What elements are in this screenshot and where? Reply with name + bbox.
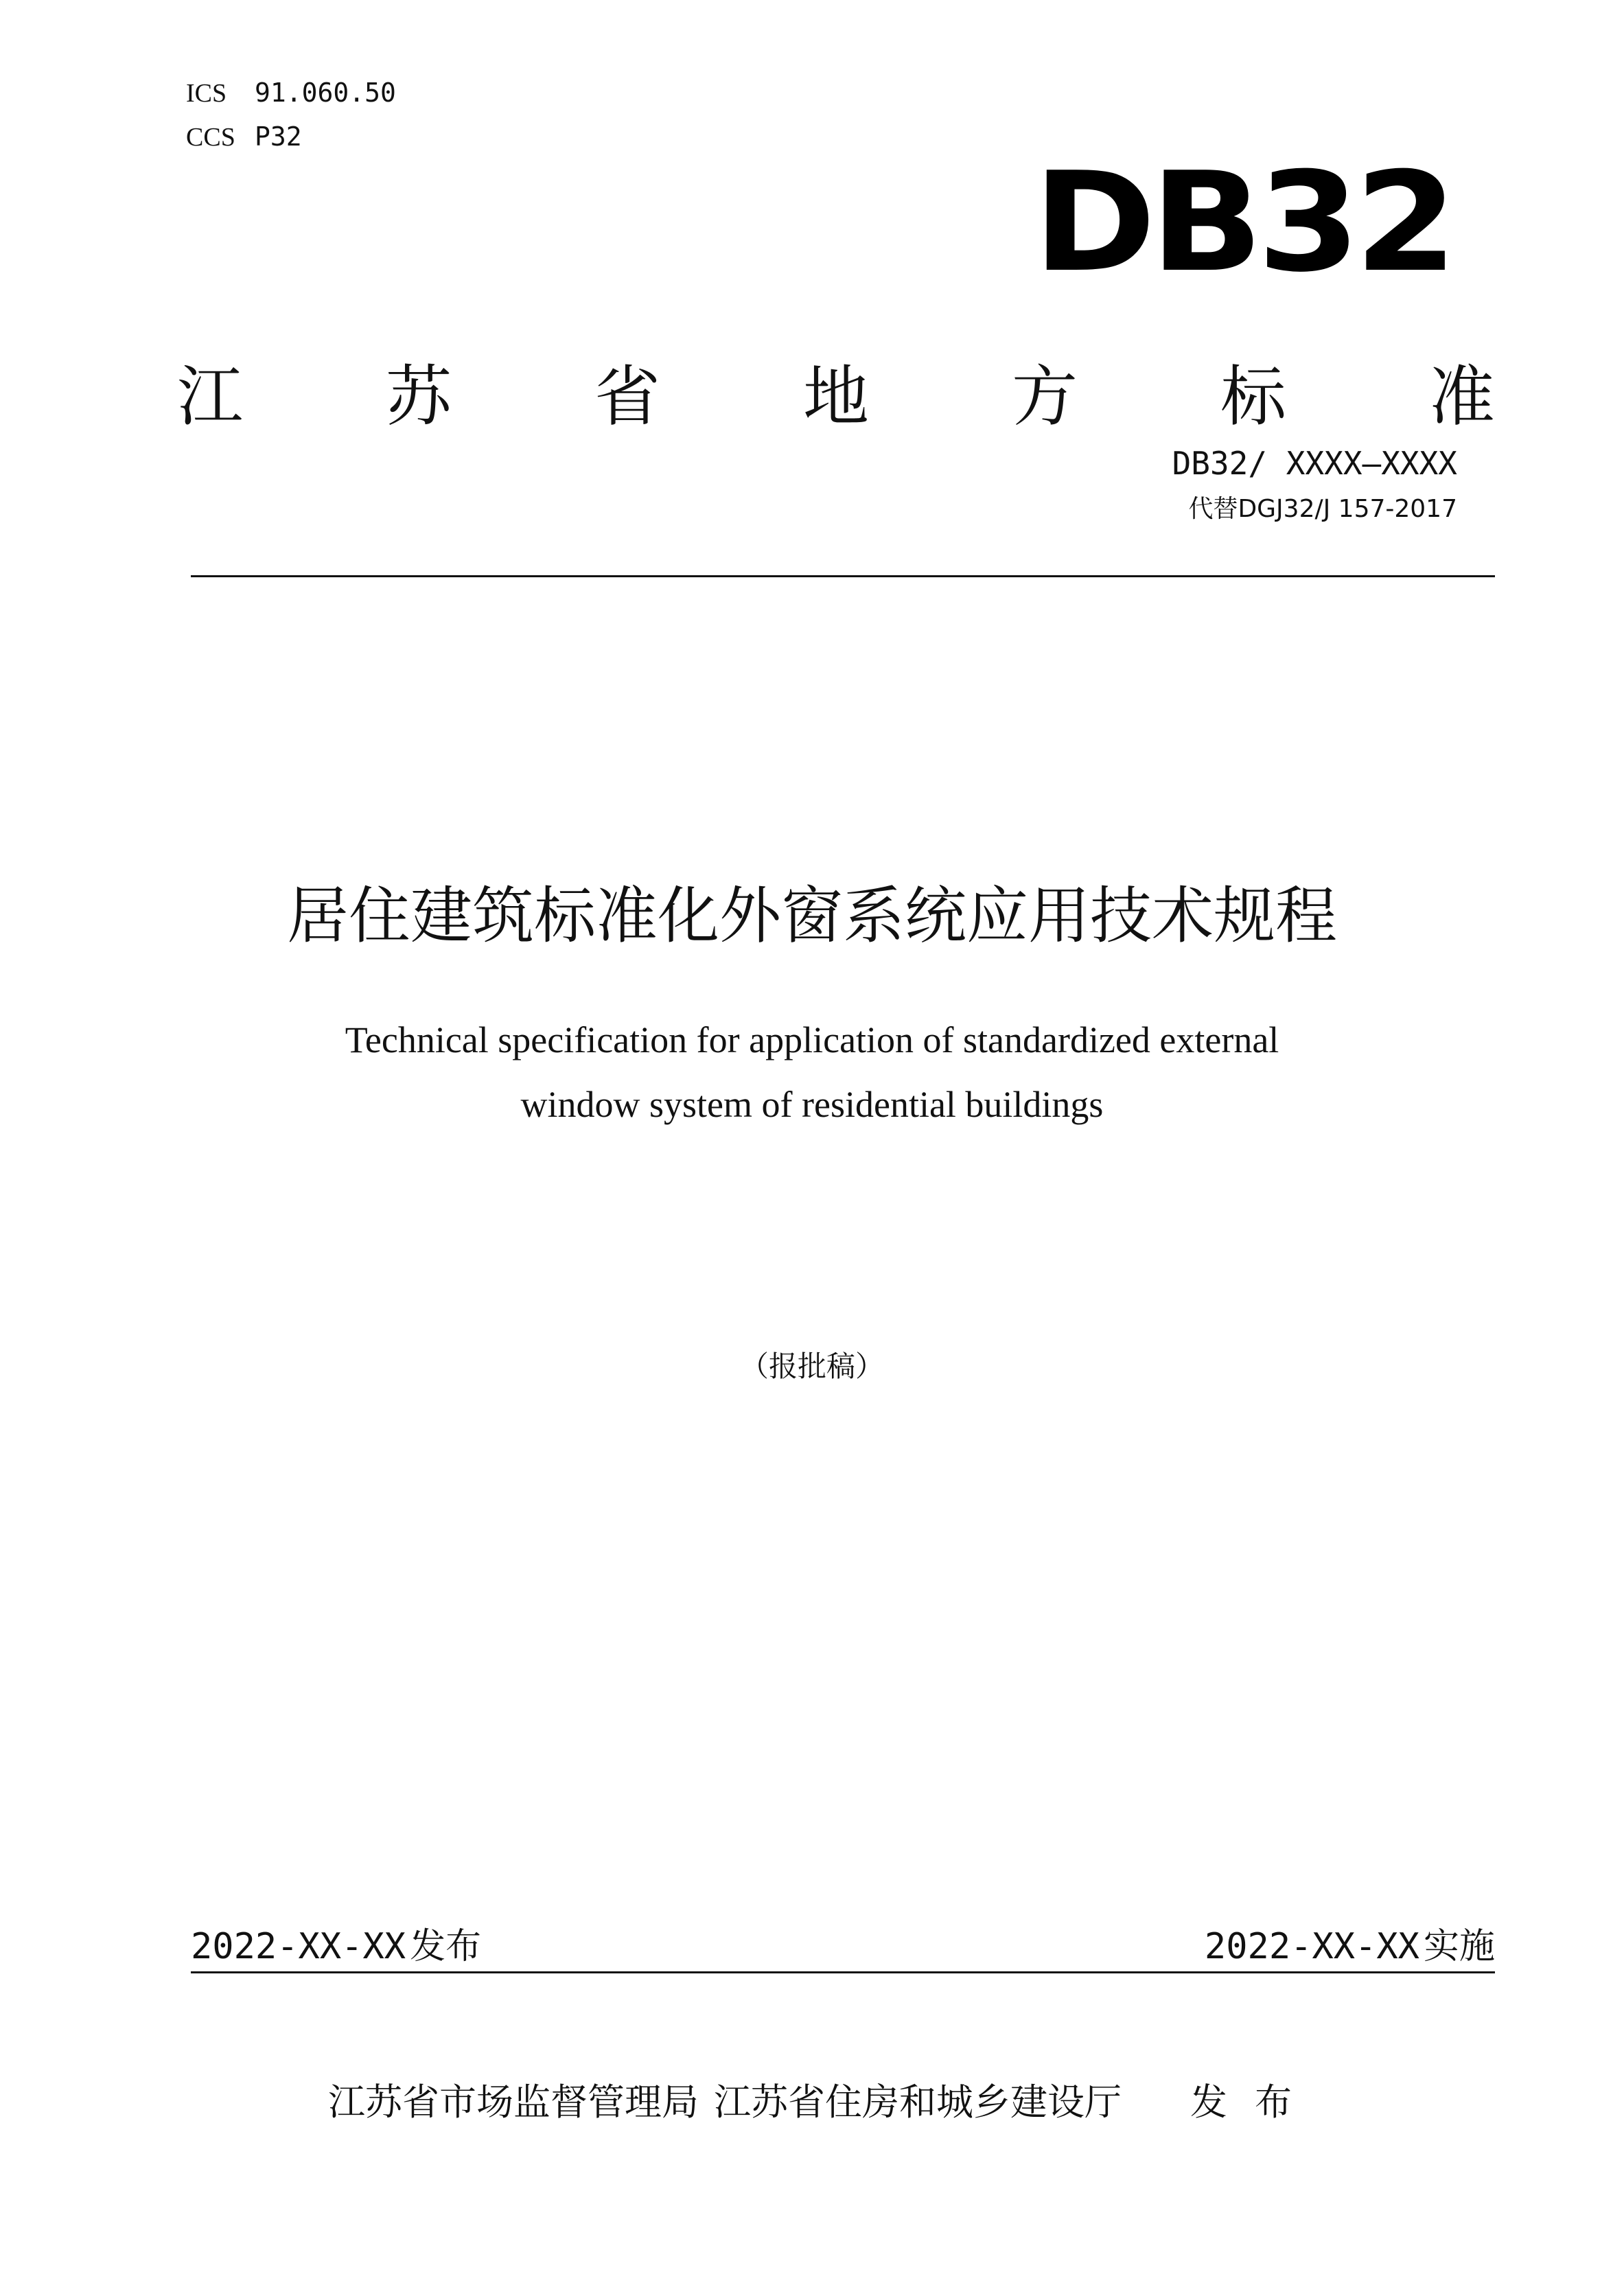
category-char: 标 [1220, 358, 1286, 435]
ccs-code [186, 121, 302, 152]
ics-label: ICS [186, 79, 227, 108]
implementation-date [1204, 1926, 1495, 1967]
category-char: 苏 [386, 358, 452, 435]
category-char: 方 [1012, 358, 1078, 435]
ccs-label: CCS [186, 123, 235, 152]
ccs-value: P32 [255, 121, 302, 152]
ics-value: 91.060.50 [255, 78, 396, 108]
replaces-standard: 代替DGJ32/J 157-2017 [1188, 495, 1457, 523]
publish-action: 发布 [1190, 2080, 1319, 2124]
draft-status: （报批稿） [739, 1349, 884, 1383]
publisher-org-1: 江苏省市场监督管理局 [328, 2080, 699, 2124]
title-english-line2: window system of residential buildings [520, 1084, 1104, 1125]
category-char: 江 [177, 358, 243, 435]
footer-divider [191, 1971, 1495, 1973]
title-chinese: 居住建筑标准化外窗系统应用技术规程 [287, 880, 1337, 952]
publishers [328, 2080, 1319, 2124]
publisher-org-2: 江苏省住房和城乡建设厅 [714, 2080, 1122, 2124]
issue-date [191, 1926, 482, 1967]
title-english-line1: Technical specification for application of standardized external [345, 1019, 1279, 1060]
db32-logo: DB32 [1033, 143, 1452, 303]
category-char: 准 [1429, 358, 1495, 435]
header-divider [191, 575, 1495, 577]
implementation-date-value: 2022-XX-XX [1204, 1926, 1419, 1967]
standard-category-heading [177, 358, 1495, 435]
category-char: 地 [803, 358, 869, 435]
standard-number: DB32/ XXXX—XXXX [1172, 445, 1457, 482]
ics-code [186, 80, 396, 106]
category-char: 省 [594, 358, 660, 435]
implementation-date-label: 实施 [1423, 1926, 1495, 1967]
issue-date-label: 发布 [410, 1926, 482, 1967]
issue-date-value: 2022-XX-XX [191, 1926, 406, 1967]
